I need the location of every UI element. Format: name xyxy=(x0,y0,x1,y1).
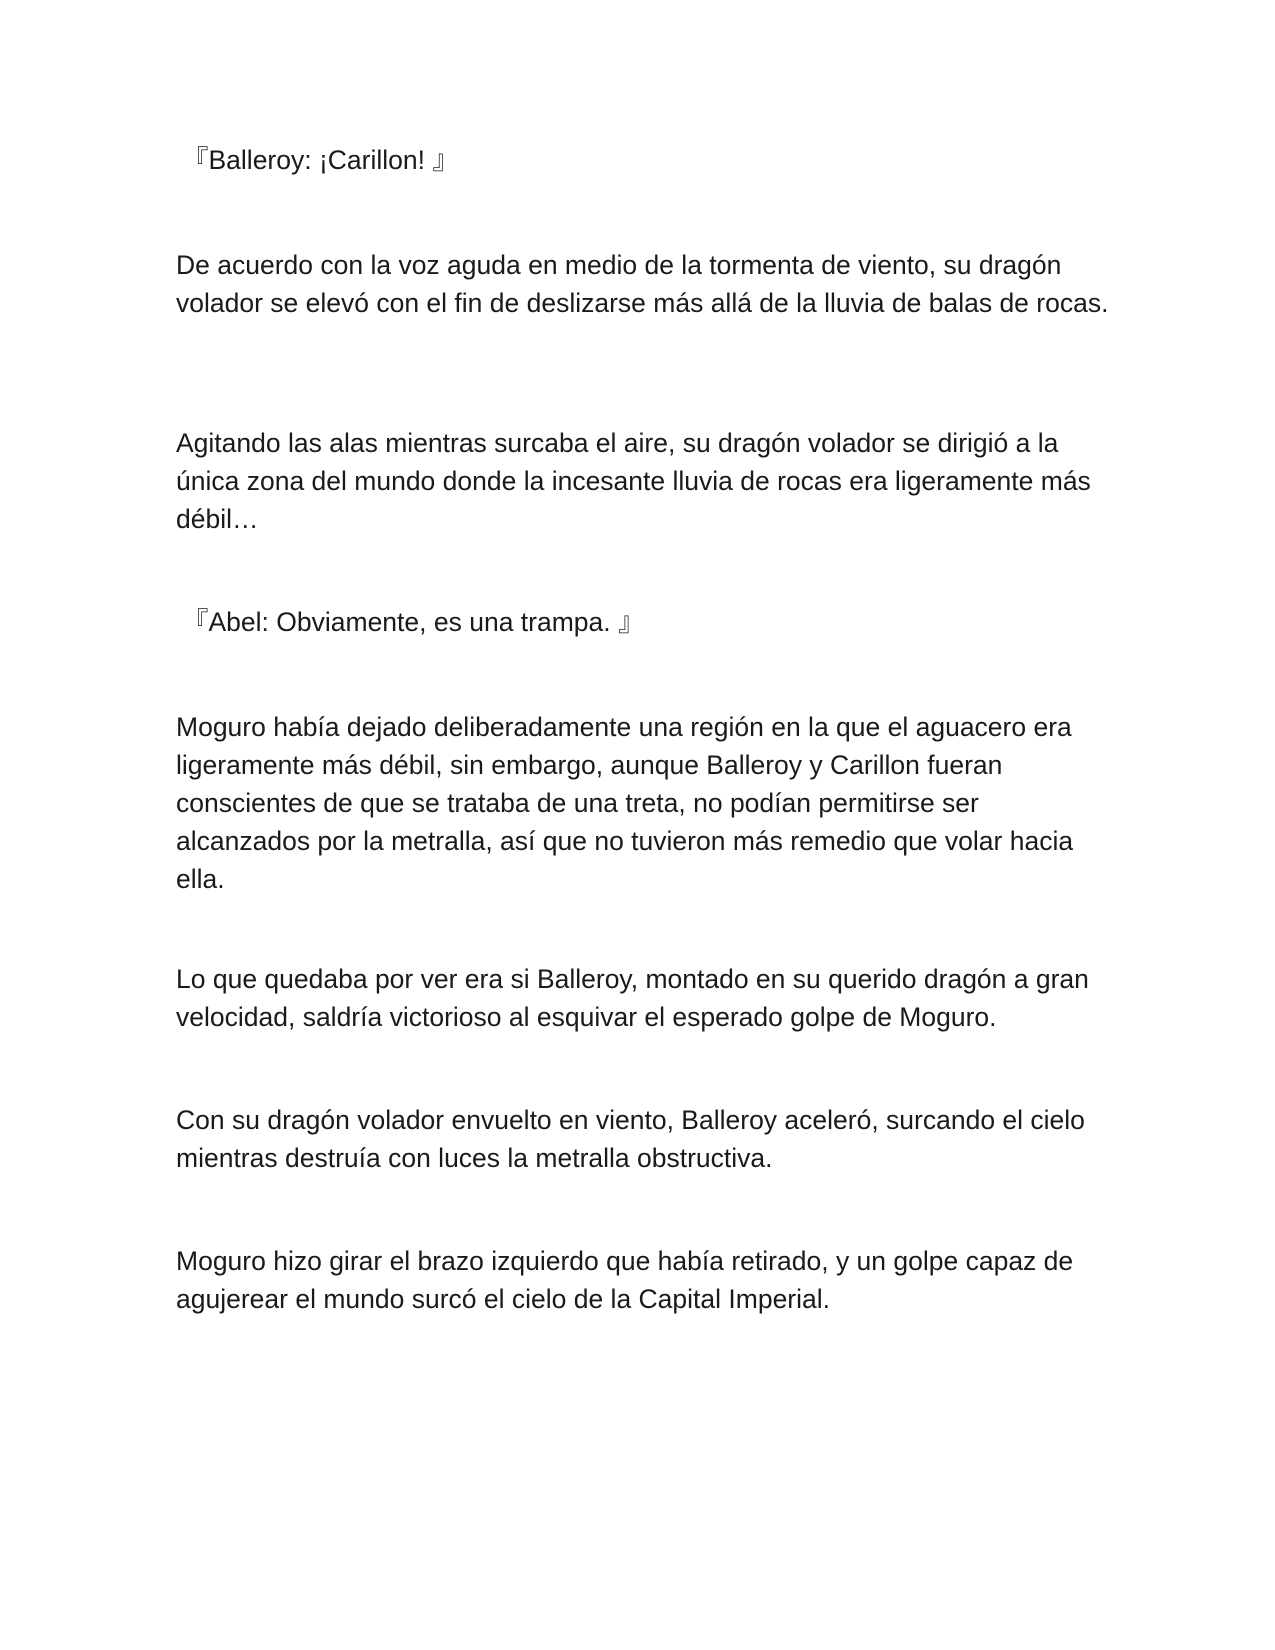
paragraph-remaining-question: Lo que quedaba por ver era si Balleroy, montado en su querido dragón a gran velocidad, saldría victorioso al esquivar el esperado golpe de Moguro. xyxy=(176,964,1089,1032)
paragraph-balleroy-accelerates: Con su dragón volador envuelto en viento, Balleroy aceleró, surcando el cielo mientras destruía con luces la metralla obstructiva. xyxy=(176,1105,1085,1173)
paragraph-moguro-region: Moguro había dejado deliberadamente una región en la que el aguacero era ligeramente más débil, sin embargo, aunque Balleroy y Carillon fueran conscientes de que se trataba de una treta, no podían permitirse ser alcanzados por la metralla, así que no tuvieron más remedio que volar hacia ella. xyxy=(176,712,1074,894)
paragraph-wind-storm: De acuerdo con la voz aguda en medio de la tormenta de viento, su dragón volador se elevó con el fin de deslizarse más allá de la lluvia de balas de rocas. xyxy=(176,250,1109,318)
dialogue-abel: 『Abel: Obviamente, es una trampa. 』 xyxy=(182,607,645,637)
dialogue-balleroy: 『Balleroy: ¡Carillon! 』 xyxy=(182,145,459,175)
paragraph-flapping-wings: Agitando las alas mientras surcaba el aire, su dragón volador se dirigió a la única zona del mundo donde la incesante lluvia de rocas era ligeramente más débil… xyxy=(176,428,1091,534)
paragraph-moguro-strike: Moguro hizo girar el brazo izquierdo que había retirado, y un golpe capaz de agujerear el mundo surcó el cielo de la Capital Imperial. xyxy=(176,1246,1074,1314)
